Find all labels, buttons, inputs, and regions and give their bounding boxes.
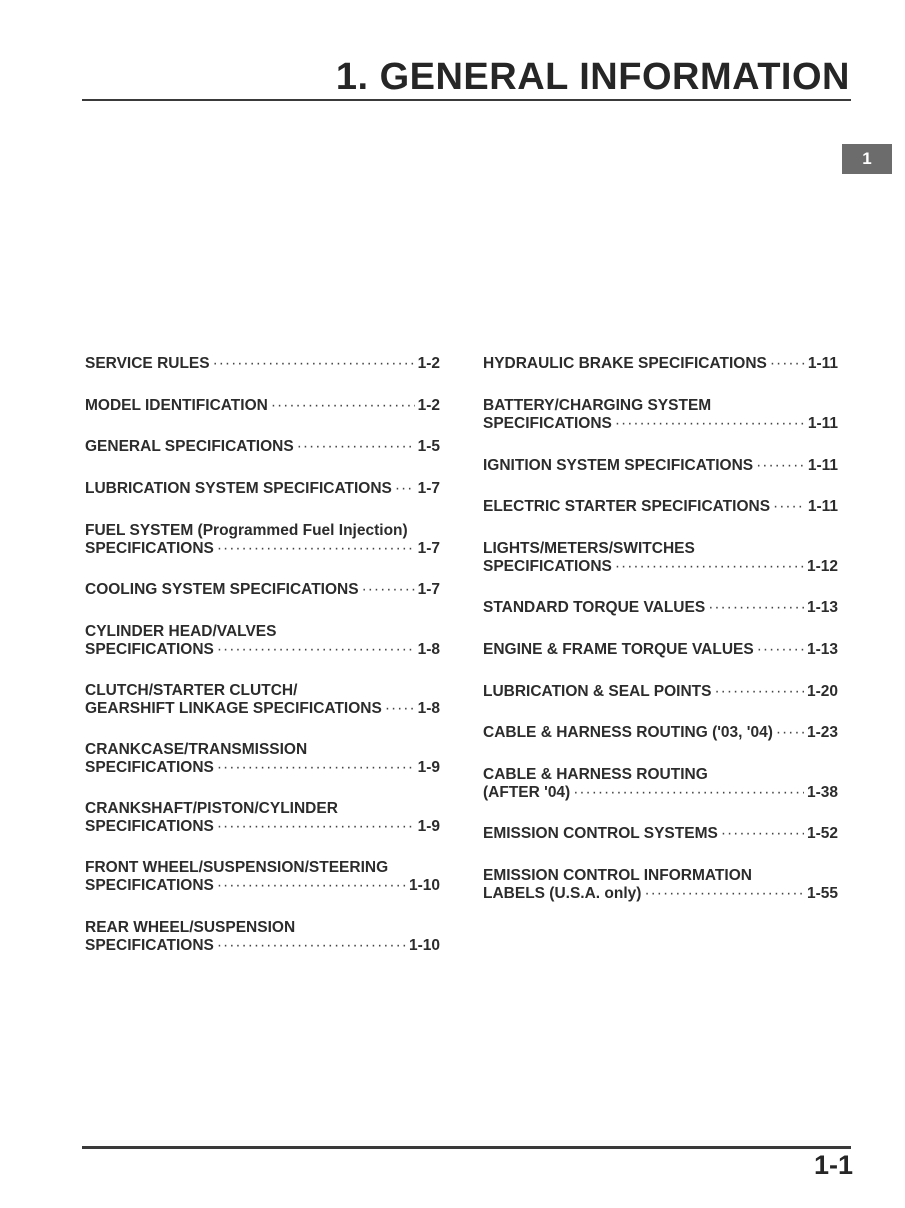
toc-entry-title: STANDARD TORQUE VALUES xyxy=(483,599,706,616)
toc-entry-title: EMISSION CONTROL SYSTEMS xyxy=(483,825,718,842)
toc-entry-page: 1-8 xyxy=(417,700,440,717)
toc-entry-page: 1-11 xyxy=(807,355,838,372)
toc-entry-row xyxy=(483,415,838,433)
toc-entry[interactable] xyxy=(483,867,838,903)
toc-entry[interactable] xyxy=(85,397,440,415)
toc-entry[interactable] xyxy=(85,859,440,895)
toc-entry-page: 1-55 xyxy=(806,885,838,902)
toc-entry-title-line: FUEL SYSTEM (Programmed Fuel Injection) xyxy=(85,522,408,539)
toc-entry-row xyxy=(85,818,440,836)
toc-entry-page: 1-9 xyxy=(417,818,440,835)
toc-entry-title: SPECIFICATIONS xyxy=(85,540,214,557)
toc-entry-row xyxy=(85,581,440,599)
dot-leader xyxy=(756,457,805,475)
toc-entry-title: SPECIFICATIONS xyxy=(85,641,214,658)
toc-entry-page: 1-2 xyxy=(417,355,440,372)
toc-entry[interactable] xyxy=(85,682,440,718)
toc-entry-row xyxy=(483,683,838,701)
toc-entry[interactable] xyxy=(483,457,838,475)
dot-leader xyxy=(217,877,406,895)
toc-entry-title-line: CRANKCASE/TRANSMISSION xyxy=(85,741,308,758)
dot-leader xyxy=(770,355,805,373)
toc-entry[interactable] xyxy=(85,623,440,659)
toc-entry-page: 1-52 xyxy=(806,825,838,842)
toc-entry-page: 1-5 xyxy=(417,438,440,455)
dot-leader xyxy=(644,885,804,903)
toc-entry-title: LUBRICATION & SEAL POINTS xyxy=(483,683,712,700)
toc-entry-title-line: LIGHTS/METERS/SWITCHES xyxy=(483,540,695,557)
toc-entry-row xyxy=(483,784,838,802)
toc-entry[interactable] xyxy=(85,919,440,955)
toc-entry-title: SPECIFICATIONS xyxy=(483,415,612,432)
toc-entry-page: 1-11 xyxy=(807,457,838,474)
toc-entry-title: LABELS (U.S.A. only) xyxy=(483,885,642,902)
toc-entry-page: 1-7 xyxy=(417,581,440,598)
toc-entry[interactable] xyxy=(85,438,440,456)
toc-entry-title-line: CLUTCH/STARTER CLUTCH/ xyxy=(85,682,298,699)
toc-entry[interactable] xyxy=(483,825,838,843)
toc-entry-page: 1-20 xyxy=(806,683,838,700)
toc-entry-title-line: CRANKSHAFT/PISTON/CYLINDER xyxy=(85,800,338,817)
dot-leader xyxy=(217,759,415,777)
toc-entry-row xyxy=(85,355,440,373)
toc-entry-page: 1-11 xyxy=(807,498,838,515)
toc-entry[interactable] xyxy=(483,724,838,742)
toc-entry-row xyxy=(85,540,440,558)
dot-leader xyxy=(362,581,415,599)
toc-entry-row xyxy=(85,877,440,895)
toc-entry-row xyxy=(85,480,440,498)
toc-entry-row xyxy=(483,599,838,617)
dot-leader xyxy=(721,825,804,843)
toc-entry-title: SPECIFICATIONS xyxy=(85,759,214,776)
toc-entry-page: 1-23 xyxy=(806,724,838,741)
toc-entry-title: COOLING SYSTEM SPECIFICATIONS xyxy=(85,581,359,598)
toc-entry-page: 1-11 xyxy=(807,415,838,432)
toc-entry-title: CABLE & HARNESS ROUTING ('03, '04) xyxy=(483,724,773,741)
page-number: 1-1 xyxy=(813,1150,853,1180)
dot-leader xyxy=(615,558,804,576)
dot-leader xyxy=(217,540,415,558)
toc-entry-row xyxy=(483,498,838,516)
toc-entry[interactable] xyxy=(85,581,440,599)
toc-entry-page: 1-13 xyxy=(806,599,838,616)
bottom-divider xyxy=(82,1146,851,1149)
toc-entry-row xyxy=(483,724,838,742)
toc-entry-page: 1-2 xyxy=(417,397,440,414)
toc-entry[interactable] xyxy=(85,522,440,558)
toc-entry[interactable] xyxy=(85,480,440,498)
toc-entry[interactable] xyxy=(483,355,838,373)
dot-leader xyxy=(217,937,406,955)
toc-entry-page: 1-12 xyxy=(806,558,838,575)
toc-entry-title: SPECIFICATIONS xyxy=(85,877,214,894)
toc-entry-title-line: FRONT WHEEL/SUSPENSION/STEERING xyxy=(85,859,389,876)
page-title: 1. GENERAL INFORMATION xyxy=(335,56,850,98)
toc-entry-title: SPECIFICATIONS xyxy=(85,818,214,835)
toc-entry-page: 1-7 xyxy=(417,540,440,557)
toc-entry-row xyxy=(483,825,838,843)
toc-entry-page: 1-9 xyxy=(417,759,440,776)
dot-leader xyxy=(776,724,804,742)
toc-entry-title-line: CYLINDER HEAD/VALVES xyxy=(85,623,277,640)
toc-entry-page: 1-10 xyxy=(408,937,440,954)
toc-entry[interactable] xyxy=(483,397,838,433)
toc-entry-row xyxy=(85,438,440,456)
dot-leader xyxy=(715,683,804,701)
toc-entry-row xyxy=(483,355,838,373)
toc-entry-title: SPECIFICATIONS xyxy=(85,937,214,954)
toc-entry-title: SERVICE RULES xyxy=(85,355,210,372)
toc-entry-page: 1-7 xyxy=(417,480,440,497)
toc-entry[interactable] xyxy=(85,741,440,777)
dot-leader xyxy=(615,415,805,433)
section-tab: 1 xyxy=(842,144,892,174)
dot-leader xyxy=(757,641,804,659)
toc-entry-row xyxy=(85,397,440,415)
toc-entry-title: IGNITION SYSTEM SPECIFICATIONS xyxy=(483,457,754,474)
toc-entry-row xyxy=(483,641,838,659)
toc-entry-row xyxy=(483,885,838,903)
toc-entry-title: ELECTRIC STARTER SPECIFICATIONS xyxy=(483,498,771,515)
toc-entry-row xyxy=(85,937,440,955)
dot-leader xyxy=(708,599,804,617)
toc-entry-title: MODEL IDENTIFICATION xyxy=(85,397,268,414)
toc-entry-row xyxy=(85,759,440,777)
toc-entry-title: ENGINE & FRAME TORQUE VALUES xyxy=(483,641,754,658)
toc-entry-title-line: BATTERY/CHARGING SYSTEM xyxy=(483,397,712,414)
toc-entry-page: 1-10 xyxy=(408,877,440,894)
dot-leader xyxy=(573,784,804,802)
dot-leader xyxy=(385,700,415,718)
dot-leader xyxy=(271,397,415,415)
toc-entry-title: HYDRAULIC BRAKE SPECIFICATIONS xyxy=(483,355,767,372)
toc-entry-row xyxy=(483,457,838,475)
dot-leader xyxy=(773,498,805,516)
toc-entry[interactable] xyxy=(85,800,440,836)
toc-entry[interactable] xyxy=(85,355,440,373)
toc-entry-page: 1-13 xyxy=(806,641,838,658)
dot-leader xyxy=(217,818,415,836)
toc-entry[interactable] xyxy=(483,683,838,701)
toc-entry-title: LUBRICATION SYSTEM SPECIFICATIONS xyxy=(85,480,392,497)
toc-entry-title: (AFTER '04) xyxy=(483,784,571,801)
toc-entry[interactable] xyxy=(483,540,838,576)
toc-entry[interactable] xyxy=(483,599,838,617)
toc-entry[interactable] xyxy=(483,766,838,802)
dot-leader xyxy=(297,438,415,456)
toc-entry[interactable] xyxy=(483,498,838,516)
toc-entry-title-line: CABLE & HARNESS ROUTING xyxy=(483,766,708,783)
toc-entry-title: GEARSHIFT LINKAGE SPECIFICATIONS xyxy=(85,700,382,717)
toc-entry-page: 1-8 xyxy=(417,641,440,658)
toc-entry-row xyxy=(85,700,440,718)
dot-leader xyxy=(395,480,415,498)
toc-entry[interactable] xyxy=(483,641,838,659)
toc-entry-title-line: REAR WHEEL/SUSPENSION xyxy=(85,919,296,936)
toc-entry-page: 1-38 xyxy=(806,784,838,801)
toc-entry-row xyxy=(85,641,440,659)
top-divider xyxy=(82,99,851,101)
toc-entry-title-line: EMISSION CONTROL INFORMATION xyxy=(483,867,752,884)
toc-entry-title: GENERAL SPECIFICATIONS xyxy=(85,438,294,455)
dot-leader xyxy=(213,355,415,373)
dot-leader xyxy=(217,641,415,659)
toc-entry-title: SPECIFICATIONS xyxy=(483,558,612,575)
toc-entry-row xyxy=(483,558,838,576)
